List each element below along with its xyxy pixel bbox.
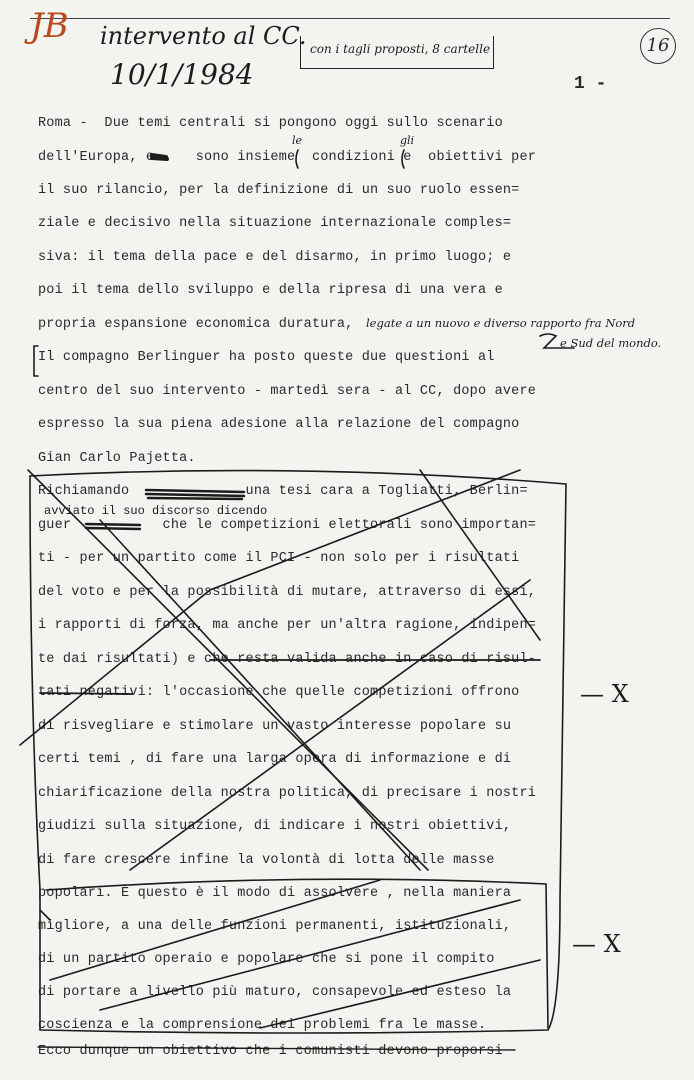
text-line: il suo rilancio, per la definizione di un suo ruolo essen= [38,183,520,198]
text-line: espresso la sua piena adesione alla relazione del compagno [38,417,520,432]
text-line: guer che le competizioni elettorali sono importan= [38,518,537,533]
text-line: popolari. È questo è il modo di assolvere , nella maniera [38,886,512,901]
text-line: Roma - Due temi centrali si pongono oggi sullo scenario [38,116,503,131]
text-line: giudizi sulla situazione, di indicare i nostri obiettivi, [38,819,512,834]
text-line: propria espansione economica duratura, [38,317,354,332]
text-line: Il compagno Berlinguer ha posto queste due questioni al [38,350,495,365]
text-line: centro del suo intervento - martedì sera - al CC, dopo avere [38,384,537,399]
handwritten-title: intervento al CC. [100,22,307,50]
handwritten-date: 10/1/1984 [110,58,254,91]
text-line: coscienza e la comprensione dei problemi fra le masse. [38,1018,487,1033]
text-line-struck: Ecco dunque un obiettivo che i comunisti devono proporsi [38,1044,503,1059]
red-initials-signature: JB [30,6,69,46]
typed-page-number: 1 - [574,74,607,94]
text-line: di un partito operaio e popolare che si pone il compito [38,952,495,967]
margin-cross-mark: — X [572,930,621,958]
insert-le: le [292,134,303,147]
text-line: te dai risultati) e che resta valida anche in caso di risul- [38,652,537,667]
insert-avviato: avviato il suo discorso dicendo [44,504,268,518]
text-line: Gian Carlo Pajetta. [38,451,196,466]
text-line: di fare crescere infine la volontà di lotta delle masse [38,853,495,868]
margin-addition-line-2: e Sud del mondo. [560,336,662,350]
text-line: migliore, a una delle funzioni permanenti, istituzionali, [38,919,512,934]
insert-gli: gli [400,134,415,147]
text-line: chiarificazione della nostra politica, di precisare i nostri [38,786,537,801]
text-line: certi temi , di fare una larga opera di informazione e di [38,752,512,767]
text-line: di portare a livello più maturo, consapevole ed esteso la [38,985,512,1000]
text-line: ti - per un partito come il PCI - non solo per i risultati [38,551,520,566]
text-line: i rapporti di forza, ma anche per un'altra ragione, indipen= [38,618,537,633]
margin-addition-line-1: legate a un nuovo e diverso rapporto fra Nord [366,316,636,330]
text-line: ziale e decisivo nella situazione internazionale comples= [38,216,512,231]
text-line: di risvegliare e stimolare un vasto interesse popolare su [38,719,512,734]
text-line: dell'Europa, e sono insieme condizioni e obiettivi per [38,150,537,165]
text-line: poi il tema dello sviluppo e della ripresa di una vera e [38,283,503,298]
top-rule [30,18,670,19]
margin-cross-mark: — X [580,680,629,708]
circled-page-number: 16 [640,28,676,64]
boxed-note-text: con i tagli proposti, 8 cartelle [310,42,491,56]
text-line: siva: il tema della pace e del disarmo, in primo luogo; e [38,250,512,265]
text-line: tati negativi: l'occasione che quelle competizioni offrono [38,685,520,700]
text-line: del voto e per la possibilità di mutare, attraverso di essi, [38,585,537,600]
text-line: Richiamando una tesi cara a Togliatti, Berlin= [38,484,528,499]
